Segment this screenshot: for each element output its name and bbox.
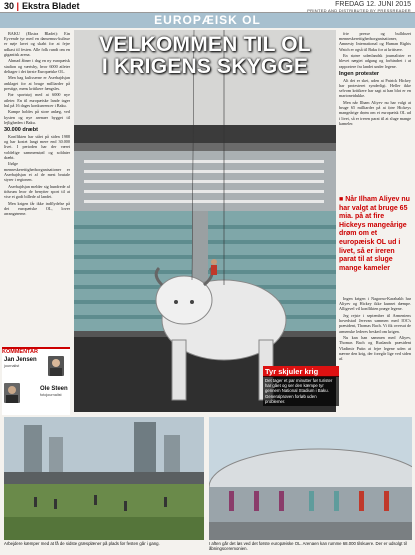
paragraph: Aserbajdsjan melder sig hundrede af tidsrum hvor de benytter sport til at vise et godt billede af landet. [4, 183, 70, 200]
photo1-caption: Arbejdere kæmper med at få de sidste græsplæner på plads før festen går i gang. [4, 541, 160, 546]
page-number: 30 | [4, 1, 20, 11]
hero-photo [74, 30, 336, 412]
paragraph: En større udenlandsk journalister er blevet nægtet adgang og forhindret i at rapportere fra landet under legene. [339, 53, 411, 69]
paragraph: Ingen krigen i Nagorno-Karabakh har Aliyev og Hickey ikke kunnet dæmpe. Alligevel vil konflikten præge legene. [339, 296, 411, 312]
quote-bullet-icon: ■ [339, 196, 344, 203]
paragraph: Men krigen får ikke indflydelse på det europæiske OL, lover arrangørerne. [4, 200, 70, 217]
reporter-byline: Ole Steen fotojournalist [40, 386, 68, 397]
paragraph: Ifølge menneskerettighedsorganisationer er Aserbajdsjan et af de mest brutale styrer i regionen. [4, 161, 70, 183]
paragraph: BAKU (Ekstra Bladet): Ein Eyvende tyr med en dansemus-kulissе er nøje lavet og skabt for at fejre udkast til festen. Alle folk rundt om en gigantisk arena. [4, 31, 70, 57]
right-text-column-top [339, 31, 411, 194]
paragraph: Jeg rejste i september til Armeniens hovedstad Jerevan sammen med IOC's præsident, Thomas Bach. Vi fik oversat de armenske lederes besked om krigen. [339, 313, 411, 334]
arena-photo [209, 417, 412, 540]
hero-caption: Det tager et par minutter før turister har gået og ser den kæmpe tyr gennem National Stadium i Baku. Generalprøven forløb uden problemer. [263, 376, 339, 406]
paragraph: Ahmad åbner i dag en ny europæisk stadion og værtsby, hvor 6000 atleter deltager i det første Europæiske OL. [4, 58, 70, 74]
pull-quote: ■ Når Ilham Aliyev nu har valgt at bruge 65 mia. på at fire Hickeys mangeårige drøm om et europæisk OL ud i livet, så er ireren parat til at slugе mange kameler [339, 196, 410, 272]
header-separator: | [16, 1, 20, 11]
commentary-label: KOMMENTAR [2, 349, 38, 355]
photo2-caption: I aften går det løs ved det første europæiske OL. Arenaen kan rumme 68.000 tilskuere. Der er udsolgt til åbningsceremonien. [209, 541, 407, 552]
left-text-column [4, 31, 70, 345]
paragraph: Kampe holdes på store anlæg, ved kysten og nye arenaer bygget til lejligheden i Baku. [4, 109, 70, 125]
distribution-note: PRINTED AND DISTRIBUTED BY PRESSREADER [307, 8, 411, 13]
section-title: EUROPÆISK OL [154, 13, 261, 27]
paragraph: Men bag kulisserne er Aserbajdsjan anklaget for at bruge milliarder på prestige, mens kritikere fængsles. [4, 75, 70, 91]
subheading: 30.000 dræbt [4, 127, 38, 134]
main-headline: VELKOMMEN TIL OL I KRIGENS SKYGGE [99, 33, 311, 78]
paragraph: Konflikten har stået på siden 1988 og har kostet langt mere end 30.000 livet. I perioden har der været voldelige sammenstød og soldater dræbt. [4, 134, 70, 160]
paragraph: Nu kan han sammen med Aliyev, Thomas Bach og Ruslands præsident Vladimir Putin at fejre legene uden at nævne den krig, der foregår lige ved siden af. [339, 335, 411, 362]
reporter-byline: Jan Jensen journalist [4, 357, 37, 368]
reporter-avatar [48, 356, 64, 376]
reporter-avatar [4, 383, 20, 403]
publication-name: Ekstra Bladet [22, 1, 80, 11]
subheading: Ingen protester [339, 70, 380, 77]
paragraph: Men når Ilham Aliyev nu har valgt at bruge 65 milliarder på at føre Hickeys mangeårige drøm om et europæisk OL ud i livet, så er ireren parat til at sluge mange kameler. [339, 100, 411, 126]
paragraph: frie presse og bulldozet menneskerettighedsorganisationer, Amnesty International og Human Rights Watch er også til Baku for at kritisere. [339, 31, 411, 52]
paragraph: Alt det er sket, uden at Patrick Hickey har protesteret synderligt. Heller ikke selvom kritikere har sagt at han blot er en marionetdukke. [339, 77, 411, 99]
paragraph: Før sportstøj med at 6000 nye atleter. En til europæiske lande tager hul på 16 dages konkurrencer i Baku. [4, 92, 70, 108]
hero-caption-title: Tyr skjuler krig [263, 366, 339, 377]
right-text-column-bottom [339, 296, 411, 412]
workers-photo [4, 417, 204, 540]
issue-date: FREDAG 12. JUNI 2015 PRINTED AND DISTRIBUTED BY PRESSREADER [307, 1, 411, 13]
